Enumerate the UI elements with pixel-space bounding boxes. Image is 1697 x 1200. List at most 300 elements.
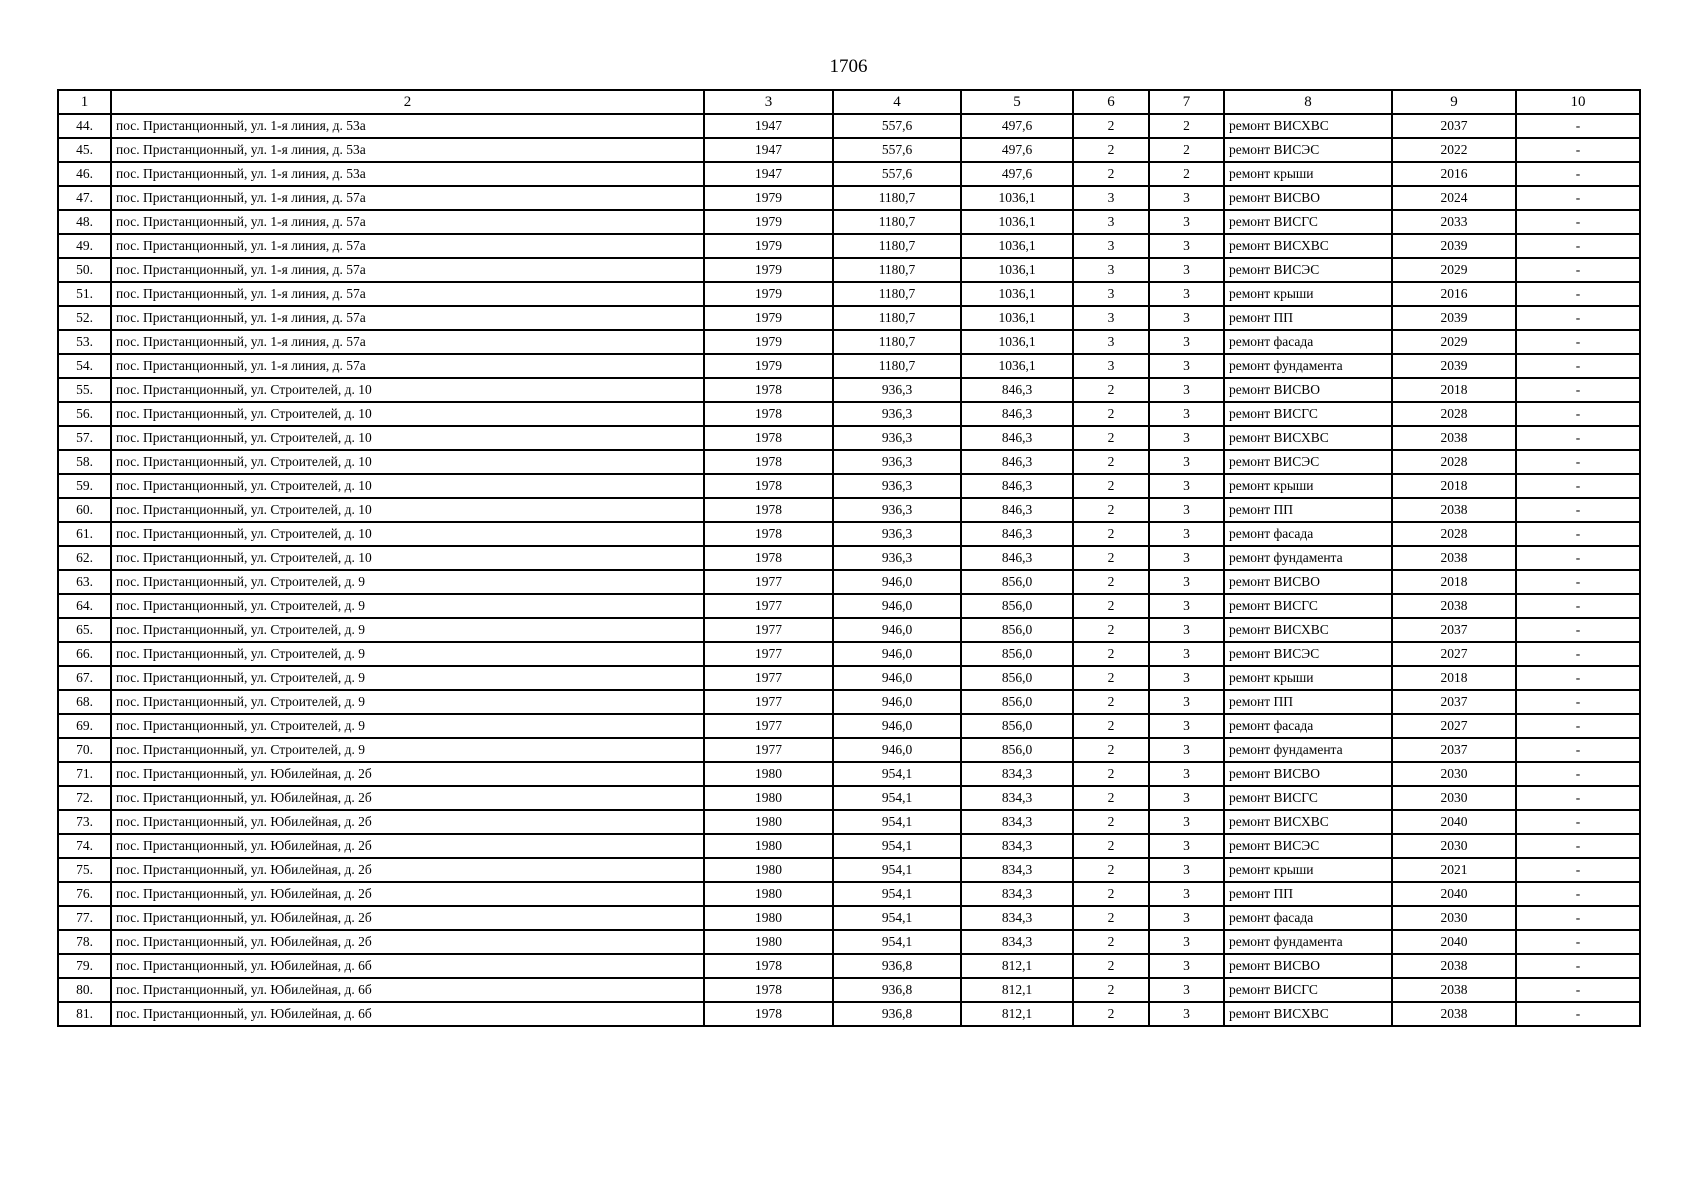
entrances-cell: 3 bbox=[1149, 690, 1224, 714]
year-cell: 1980 bbox=[704, 834, 833, 858]
entrances-cell: 3 bbox=[1149, 450, 1224, 474]
table-row bbox=[58, 642, 1640, 666]
living-area-cell: 846,3 bbox=[961, 426, 1073, 450]
row-number: 46. bbox=[58, 162, 111, 186]
year-cell: 1979 bbox=[704, 234, 833, 258]
table-row bbox=[58, 978, 1640, 1002]
living-area-cell: 856,0 bbox=[961, 618, 1073, 642]
entrances-cell: 3 bbox=[1149, 858, 1224, 882]
entrances-cell: 3 bbox=[1149, 714, 1224, 738]
entrances-cell: 3 bbox=[1149, 594, 1224, 618]
note-cell: - bbox=[1516, 426, 1640, 450]
living-area-cell: 856,0 bbox=[961, 642, 1073, 666]
work-type-cell: ремонт ВИСХВС bbox=[1224, 618, 1392, 642]
note-cell: - bbox=[1516, 378, 1640, 402]
column-header: 10 bbox=[1516, 90, 1640, 114]
note-cell: - bbox=[1516, 858, 1640, 882]
note-cell: - bbox=[1516, 282, 1640, 306]
total-area-cell: 946,0 bbox=[833, 618, 961, 642]
repair-schedule-table bbox=[57, 89, 1641, 1027]
address-cell: пос. Пристанционный, ул. Юбилейная, д. 2б bbox=[111, 762, 704, 786]
year-cell: 1979 bbox=[704, 306, 833, 330]
work-type-cell: ремонт ВИСГС bbox=[1224, 210, 1392, 234]
row-number: 44. bbox=[58, 114, 111, 138]
table-row bbox=[58, 282, 1640, 306]
note-cell: - bbox=[1516, 618, 1640, 642]
plan-year-cell: 2039 bbox=[1392, 234, 1516, 258]
plan-year-cell: 2027 bbox=[1392, 714, 1516, 738]
table-row bbox=[58, 930, 1640, 954]
address-cell: пос. Пристанционный, ул. Строителей, д. 10 bbox=[111, 426, 704, 450]
plan-year-cell: 2028 bbox=[1392, 522, 1516, 546]
address-cell: пос. Пристанционный, ул. Юбилейная, д. 2б bbox=[111, 858, 704, 882]
floors-cell: 2 bbox=[1073, 114, 1149, 138]
plan-year-cell: 2040 bbox=[1392, 930, 1516, 954]
year-cell: 1978 bbox=[704, 954, 833, 978]
total-area-cell: 954,1 bbox=[833, 930, 961, 954]
living-area-cell: 846,3 bbox=[961, 546, 1073, 570]
address-cell: пос. Пристанционный, ул. Строителей, д. 9 bbox=[111, 594, 704, 618]
note-cell: - bbox=[1516, 810, 1640, 834]
entrances-cell: 3 bbox=[1149, 978, 1224, 1002]
entrances-cell: 3 bbox=[1149, 498, 1224, 522]
total-area-cell: 946,0 bbox=[833, 666, 961, 690]
entrances-cell: 3 bbox=[1149, 402, 1224, 426]
address-cell: пос. Пристанционный, ул. Юбилейная, д. 6б bbox=[111, 954, 704, 978]
living-area-cell: 834,3 bbox=[961, 858, 1073, 882]
total-area-cell: 1180,7 bbox=[833, 282, 961, 306]
year-cell: 1980 bbox=[704, 762, 833, 786]
year-cell: 1977 bbox=[704, 618, 833, 642]
total-area-cell: 557,6 bbox=[833, 114, 961, 138]
row-number: 77. bbox=[58, 906, 111, 930]
entrances-cell: 3 bbox=[1149, 546, 1224, 570]
entrances-cell: 3 bbox=[1149, 666, 1224, 690]
address-cell: пос. Пристанционный, ул. 1-я линия, д. 57а bbox=[111, 186, 704, 210]
living-area-cell: 812,1 bbox=[961, 1002, 1073, 1026]
plan-year-cell: 2027 bbox=[1392, 642, 1516, 666]
row-number: 76. bbox=[58, 882, 111, 906]
table-row bbox=[58, 402, 1640, 426]
floors-cell: 3 bbox=[1073, 186, 1149, 210]
floors-cell: 2 bbox=[1073, 618, 1149, 642]
living-area-cell: 497,6 bbox=[961, 162, 1073, 186]
year-cell: 1947 bbox=[704, 138, 833, 162]
total-area-cell: 946,0 bbox=[833, 690, 961, 714]
address-cell: пос. Пристанционный, ул. Юбилейная, д. 2б bbox=[111, 882, 704, 906]
living-area-cell: 846,3 bbox=[961, 522, 1073, 546]
page-number: 1706 bbox=[829, 56, 868, 77]
work-type-cell: ремонт ВИСГС bbox=[1224, 786, 1392, 810]
address-cell: пос. Пристанционный, ул. Строителей, д. 10 bbox=[111, 498, 704, 522]
year-cell: 1979 bbox=[704, 210, 833, 234]
row-number: 67. bbox=[58, 666, 111, 690]
plan-year-cell: 2038 bbox=[1392, 1002, 1516, 1026]
total-area-cell: 936,3 bbox=[833, 402, 961, 426]
floors-cell: 3 bbox=[1073, 210, 1149, 234]
floors-cell: 2 bbox=[1073, 450, 1149, 474]
address-cell: пос. Пристанционный, ул. 1-я линия, д. 57а bbox=[111, 210, 704, 234]
address-cell: пос. Пристанционный, ул. Строителей, д. 10 bbox=[111, 522, 704, 546]
year-cell: 1978 bbox=[704, 522, 833, 546]
entrances-cell: 3 bbox=[1149, 210, 1224, 234]
plan-year-cell: 2022 bbox=[1392, 138, 1516, 162]
address-cell: пос. Пристанционный, ул. Строителей, д. 10 bbox=[111, 450, 704, 474]
plan-year-cell: 2037 bbox=[1392, 738, 1516, 762]
living-area-cell: 846,3 bbox=[961, 402, 1073, 426]
note-cell: - bbox=[1516, 402, 1640, 426]
year-cell: 1979 bbox=[704, 186, 833, 210]
work-type-cell: ремонт ВИСХВС bbox=[1224, 234, 1392, 258]
work-type-cell: ремонт ВИСВО bbox=[1224, 378, 1392, 402]
entrances-cell: 3 bbox=[1149, 474, 1224, 498]
living-area-cell: 1036,1 bbox=[961, 210, 1073, 234]
entrances-cell: 3 bbox=[1149, 378, 1224, 402]
living-area-cell: 1036,1 bbox=[961, 330, 1073, 354]
entrances-cell: 3 bbox=[1149, 642, 1224, 666]
floors-cell: 2 bbox=[1073, 762, 1149, 786]
plan-year-cell: 2039 bbox=[1392, 354, 1516, 378]
total-area-cell: 1180,7 bbox=[833, 186, 961, 210]
floors-cell: 2 bbox=[1073, 570, 1149, 594]
year-cell: 1979 bbox=[704, 330, 833, 354]
plan-year-cell: 2038 bbox=[1392, 498, 1516, 522]
address-cell: пос. Пристанционный, ул. Строителей, д. 9 bbox=[111, 714, 704, 738]
living-area-cell: 834,3 bbox=[961, 930, 1073, 954]
year-cell: 1980 bbox=[704, 906, 833, 930]
entrances-cell: 2 bbox=[1149, 114, 1224, 138]
plan-year-cell: 2018 bbox=[1392, 378, 1516, 402]
table-row bbox=[58, 666, 1640, 690]
note-cell: - bbox=[1516, 306, 1640, 330]
work-type-cell: ремонт крыши bbox=[1224, 666, 1392, 690]
row-number: 64. bbox=[58, 594, 111, 618]
address-cell: пос. Пристанционный, ул. Строителей, д. 9 bbox=[111, 618, 704, 642]
table-row bbox=[58, 258, 1640, 282]
living-area-cell: 846,3 bbox=[961, 450, 1073, 474]
table-row bbox=[58, 834, 1640, 858]
year-cell: 1980 bbox=[704, 882, 833, 906]
table-row bbox=[58, 306, 1640, 330]
address-cell: пос. Пристанционный, ул. Юбилейная, д. 6б bbox=[111, 1002, 704, 1026]
living-area-cell: 1036,1 bbox=[961, 282, 1073, 306]
work-type-cell: ремонт ПП bbox=[1224, 882, 1392, 906]
column-header: 9 bbox=[1392, 90, 1516, 114]
floors-cell: 2 bbox=[1073, 906, 1149, 930]
row-number: 75. bbox=[58, 858, 111, 882]
living-area-cell: 846,3 bbox=[961, 378, 1073, 402]
address-cell: пос. Пристанционный, ул. Строителей, д. 10 bbox=[111, 474, 704, 498]
work-type-cell: ремонт фундамента bbox=[1224, 546, 1392, 570]
floors-cell: 2 bbox=[1073, 426, 1149, 450]
living-area-cell: 856,0 bbox=[961, 570, 1073, 594]
table-row bbox=[58, 498, 1640, 522]
address-cell: пос. Пристанционный, ул. 1-я линия, д. 57а bbox=[111, 354, 704, 378]
plan-year-cell: 2037 bbox=[1392, 690, 1516, 714]
plan-year-cell: 2040 bbox=[1392, 810, 1516, 834]
note-cell: - bbox=[1516, 570, 1640, 594]
table-row bbox=[58, 786, 1640, 810]
living-area-cell: 497,6 bbox=[961, 114, 1073, 138]
work-type-cell: ремонт фундамента bbox=[1224, 738, 1392, 762]
plan-year-cell: 2029 bbox=[1392, 330, 1516, 354]
floors-cell: 2 bbox=[1073, 594, 1149, 618]
year-cell: 1978 bbox=[704, 546, 833, 570]
total-area-cell: 954,1 bbox=[833, 834, 961, 858]
living-area-cell: 1036,1 bbox=[961, 186, 1073, 210]
entrances-cell: 3 bbox=[1149, 570, 1224, 594]
total-area-cell: 946,0 bbox=[833, 714, 961, 738]
living-area-cell: 834,3 bbox=[961, 810, 1073, 834]
total-area-cell: 954,1 bbox=[833, 810, 961, 834]
floors-cell: 2 bbox=[1073, 882, 1149, 906]
total-area-cell: 946,0 bbox=[833, 594, 961, 618]
note-cell: - bbox=[1516, 690, 1640, 714]
row-number: 73. bbox=[58, 810, 111, 834]
note-cell: - bbox=[1516, 114, 1640, 138]
floors-cell: 2 bbox=[1073, 786, 1149, 810]
table-row bbox=[58, 354, 1640, 378]
row-number: 69. bbox=[58, 714, 111, 738]
plan-year-cell: 2030 bbox=[1392, 762, 1516, 786]
note-cell: - bbox=[1516, 882, 1640, 906]
table-header-row bbox=[58, 90, 1640, 114]
note-cell: - bbox=[1516, 330, 1640, 354]
year-cell: 1980 bbox=[704, 858, 833, 882]
year-cell: 1979 bbox=[704, 354, 833, 378]
entrances-cell: 3 bbox=[1149, 954, 1224, 978]
total-area-cell: 954,1 bbox=[833, 762, 961, 786]
total-area-cell: 936,3 bbox=[833, 450, 961, 474]
plan-year-cell: 2037 bbox=[1392, 618, 1516, 642]
table-row bbox=[58, 690, 1640, 714]
note-cell: - bbox=[1516, 522, 1640, 546]
row-number: 52. bbox=[58, 306, 111, 330]
note-cell: - bbox=[1516, 786, 1640, 810]
address-cell: пос. Пристанционный, ул. Строителей, д. 9 bbox=[111, 666, 704, 690]
total-area-cell: 946,0 bbox=[833, 738, 961, 762]
work-type-cell: ремонт крыши bbox=[1224, 858, 1392, 882]
table-row bbox=[58, 618, 1640, 642]
address-cell: пос. Пристанционный, ул. 1-я линия, д. 53а bbox=[111, 162, 704, 186]
table-body bbox=[58, 114, 1640, 1026]
entrances-cell: 3 bbox=[1149, 882, 1224, 906]
row-number: 55. bbox=[58, 378, 111, 402]
column-header: 5 bbox=[961, 90, 1073, 114]
row-number: 65. bbox=[58, 618, 111, 642]
table-row bbox=[58, 114, 1640, 138]
year-cell: 1978 bbox=[704, 498, 833, 522]
table-row bbox=[58, 762, 1640, 786]
entrances-cell: 3 bbox=[1149, 930, 1224, 954]
address-cell: пос. Пристанционный, ул. Юбилейная, д. 2б bbox=[111, 930, 704, 954]
row-number: 45. bbox=[58, 138, 111, 162]
plan-year-cell: 2039 bbox=[1392, 306, 1516, 330]
note-cell: - bbox=[1516, 138, 1640, 162]
total-area-cell: 936,3 bbox=[833, 522, 961, 546]
total-area-cell: 954,1 bbox=[833, 882, 961, 906]
entrances-cell: 3 bbox=[1149, 234, 1224, 258]
plan-year-cell: 2018 bbox=[1392, 666, 1516, 690]
living-area-cell: 1036,1 bbox=[961, 306, 1073, 330]
table-row bbox=[58, 954, 1640, 978]
floors-cell: 2 bbox=[1073, 162, 1149, 186]
row-number: 74. bbox=[58, 834, 111, 858]
row-number: 57. bbox=[58, 426, 111, 450]
year-cell: 1979 bbox=[704, 258, 833, 282]
year-cell: 1980 bbox=[704, 786, 833, 810]
floors-cell: 2 bbox=[1073, 138, 1149, 162]
entrances-cell: 2 bbox=[1149, 162, 1224, 186]
row-number: 53. bbox=[58, 330, 111, 354]
year-cell: 1977 bbox=[704, 642, 833, 666]
entrances-cell: 3 bbox=[1149, 426, 1224, 450]
plan-year-cell: 2038 bbox=[1392, 954, 1516, 978]
column-header: 4 bbox=[833, 90, 961, 114]
row-number: 68. bbox=[58, 690, 111, 714]
row-number: 58. bbox=[58, 450, 111, 474]
entrances-cell: 2 bbox=[1149, 138, 1224, 162]
total-area-cell: 936,3 bbox=[833, 378, 961, 402]
note-cell: - bbox=[1516, 498, 1640, 522]
note-cell: - bbox=[1516, 714, 1640, 738]
note-cell: - bbox=[1516, 474, 1640, 498]
plan-year-cell: 2030 bbox=[1392, 906, 1516, 930]
table-row bbox=[58, 162, 1640, 186]
plan-year-cell: 2016 bbox=[1392, 282, 1516, 306]
work-type-cell: ремонт ВИСВО bbox=[1224, 954, 1392, 978]
year-cell: 1977 bbox=[704, 570, 833, 594]
note-cell: - bbox=[1516, 930, 1640, 954]
plan-year-cell: 2016 bbox=[1392, 162, 1516, 186]
table-row bbox=[58, 858, 1640, 882]
note-cell: - bbox=[1516, 762, 1640, 786]
total-area-cell: 1180,7 bbox=[833, 354, 961, 378]
note-cell: - bbox=[1516, 234, 1640, 258]
address-cell: пос. Пристанционный, ул. 1-я линия, д. 57а bbox=[111, 282, 704, 306]
total-area-cell: 946,0 bbox=[833, 570, 961, 594]
floors-cell: 2 bbox=[1073, 666, 1149, 690]
total-area-cell: 946,0 bbox=[833, 642, 961, 666]
year-cell: 1977 bbox=[704, 594, 833, 618]
entrances-cell: 3 bbox=[1149, 786, 1224, 810]
work-type-cell: ремонт ВИСЭС bbox=[1224, 138, 1392, 162]
work-type-cell: ремонт крыши bbox=[1224, 162, 1392, 186]
work-type-cell: ремонт фундамента bbox=[1224, 354, 1392, 378]
table-row bbox=[58, 234, 1640, 258]
floors-cell: 3 bbox=[1073, 306, 1149, 330]
plan-year-cell: 2030 bbox=[1392, 834, 1516, 858]
floors-cell: 2 bbox=[1073, 810, 1149, 834]
entrances-cell: 3 bbox=[1149, 354, 1224, 378]
address-cell: пос. Пристанционный, ул. 1-я линия, д. 57а bbox=[111, 330, 704, 354]
address-cell: пос. Пристанционный, ул. Строителей, д. 9 bbox=[111, 570, 704, 594]
plan-year-cell: 2018 bbox=[1392, 570, 1516, 594]
work-type-cell: ремонт ВИСЭС bbox=[1224, 642, 1392, 666]
year-cell: 1978 bbox=[704, 978, 833, 1002]
column-header: 1 bbox=[58, 90, 111, 114]
work-type-cell: ремонт ВИСЭС bbox=[1224, 834, 1392, 858]
total-area-cell: 1180,7 bbox=[833, 330, 961, 354]
table-row bbox=[58, 330, 1640, 354]
plan-year-cell: 2037 bbox=[1392, 114, 1516, 138]
address-cell: пос. Пристанционный, ул. Юбилейная, д. 6б bbox=[111, 978, 704, 1002]
note-cell: - bbox=[1516, 1002, 1640, 1026]
total-area-cell: 936,8 bbox=[833, 954, 961, 978]
entrances-cell: 3 bbox=[1149, 186, 1224, 210]
work-type-cell: ремонт ВИСВО bbox=[1224, 186, 1392, 210]
address-cell: пос. Пристанционный, ул. Юбилейная, д. 2б bbox=[111, 834, 704, 858]
floors-cell: 2 bbox=[1073, 714, 1149, 738]
entrances-cell: 3 bbox=[1149, 810, 1224, 834]
work-type-cell: ремонт ПП bbox=[1224, 498, 1392, 522]
column-header: 7 bbox=[1149, 90, 1224, 114]
year-cell: 1978 bbox=[704, 450, 833, 474]
plan-year-cell: 2028 bbox=[1392, 450, 1516, 474]
note-cell: - bbox=[1516, 186, 1640, 210]
address-cell: пос. Пристанционный, ул. Юбилейная, д. 2б bbox=[111, 810, 704, 834]
floors-cell: 2 bbox=[1073, 690, 1149, 714]
year-cell: 1979 bbox=[704, 282, 833, 306]
living-area-cell: 497,6 bbox=[961, 138, 1073, 162]
total-area-cell: 1180,7 bbox=[833, 210, 961, 234]
work-type-cell: ремонт ВИСГС bbox=[1224, 978, 1392, 1002]
table-row bbox=[58, 546, 1640, 570]
table-row bbox=[58, 882, 1640, 906]
plan-year-cell: 2029 bbox=[1392, 258, 1516, 282]
floors-cell: 2 bbox=[1073, 474, 1149, 498]
table-row bbox=[58, 378, 1640, 402]
total-area-cell: 557,6 bbox=[833, 138, 961, 162]
row-number: 66. bbox=[58, 642, 111, 666]
floors-cell: 2 bbox=[1073, 498, 1149, 522]
entrances-cell: 3 bbox=[1149, 282, 1224, 306]
year-cell: 1947 bbox=[704, 114, 833, 138]
row-number: 72. bbox=[58, 786, 111, 810]
address-cell: пос. Пристанционный, ул. 1-я линия, д. 57а bbox=[111, 306, 704, 330]
year-cell: 1978 bbox=[704, 402, 833, 426]
table-row bbox=[58, 138, 1640, 162]
total-area-cell: 1180,7 bbox=[833, 306, 961, 330]
floors-cell: 2 bbox=[1073, 978, 1149, 1002]
work-type-cell: ремонт ВИСХВС bbox=[1224, 426, 1392, 450]
plan-year-cell: 2021 bbox=[1392, 858, 1516, 882]
living-area-cell: 856,0 bbox=[961, 594, 1073, 618]
work-type-cell: ремонт фасада bbox=[1224, 522, 1392, 546]
table-row bbox=[58, 714, 1640, 738]
note-cell: - bbox=[1516, 738, 1640, 762]
table-row bbox=[58, 1002, 1640, 1026]
note-cell: - bbox=[1516, 546, 1640, 570]
table-row bbox=[58, 594, 1640, 618]
row-number: 70. bbox=[58, 738, 111, 762]
note-cell: - bbox=[1516, 450, 1640, 474]
living-area-cell: 856,0 bbox=[961, 738, 1073, 762]
table-row bbox=[58, 186, 1640, 210]
note-cell: - bbox=[1516, 906, 1640, 930]
total-area-cell: 936,3 bbox=[833, 546, 961, 570]
work-type-cell: ремонт фасада bbox=[1224, 906, 1392, 930]
total-area-cell: 936,3 bbox=[833, 426, 961, 450]
plan-year-cell: 2038 bbox=[1392, 426, 1516, 450]
work-type-cell: ремонт фасада bbox=[1224, 330, 1392, 354]
note-cell: - bbox=[1516, 354, 1640, 378]
entrances-cell: 3 bbox=[1149, 906, 1224, 930]
work-type-cell: ремонт крыши bbox=[1224, 282, 1392, 306]
work-type-cell: ремонт ВИСХВС bbox=[1224, 114, 1392, 138]
table-row bbox=[58, 522, 1640, 546]
row-number: 49. bbox=[58, 234, 111, 258]
